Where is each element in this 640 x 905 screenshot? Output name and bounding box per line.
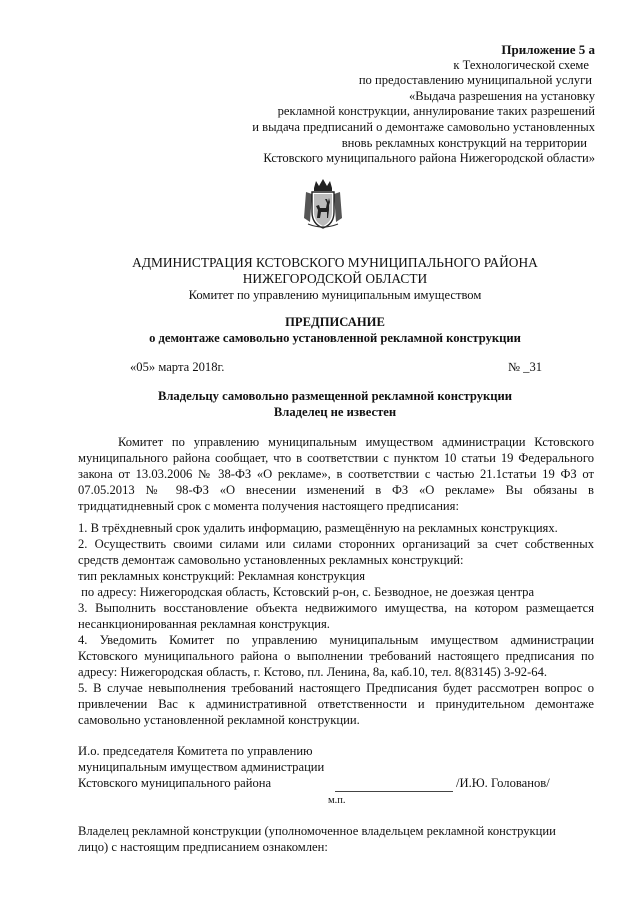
intro-line: закона от 13.03.2006 № 38-ФЗ «О рекламе», в соответствии с частью 21.1статьи 19 ФЗ от <box>78 467 594 481</box>
document-date: «05» марта 2018г. <box>130 360 225 374</box>
list-item: несанкционированная рекламная конструкция. <box>78 617 330 631</box>
list-item: Кстовского муниципального района о выполнении требований настоящего предписания по <box>78 649 594 663</box>
list-item: средств демонтаж самовольно установленных рекламных конструкций: <box>78 553 464 567</box>
list-item: 5. В случае невыполнения требований настоящего Предписания будет рассмотрен вопрос о <box>78 681 594 695</box>
appendix-line: Кстовского муниципального района Нижегородской области» <box>263 151 595 166</box>
appendix-title: Приложение 5 а <box>501 42 595 57</box>
authority-name: АДМИНИСТРАЦИЯ КСТОВСКОГО МУНИЦИПАЛЬНОГО РАЙОНА <box>132 255 538 270</box>
list-item: адресу: Нижегородская область, г. Кстово, пл. Ленина, 8а, каб.10, тел. 8(83145) 3-92-64. <box>78 665 548 679</box>
appendix-line: «Выдача разрешения на установку <box>408 88 595 103</box>
signatory-position: Кстовского муниципального района <box>78 776 272 790</box>
committee-name: Комитет по управлению муниципальным имуществом <box>188 288 482 302</box>
list-item: 2. Осуществить своими силами или силами сторонних организаций за счет собственных <box>78 537 594 551</box>
appendix-header <box>175 42 595 167</box>
list-item: 3. Выполнить восстановление объекта недвижимого имущества, на котором размещается <box>78 601 594 615</box>
signatory-name: /И.Ю. Голованов/ <box>456 776 550 790</box>
stamp-place: м.п. <box>328 795 346 806</box>
document-title: ПРЕДПИСАНИЕ <box>285 315 385 329</box>
intro-line: муниципального района сообщает, что в соответствии с пунктом 10 статьи 19 Федерального <box>78 451 594 465</box>
intro-line: Комитет по управлению муниципальным имуществом администрации Кстовского <box>118 435 594 449</box>
list-item: тип рекламных конструкций: Рекламная конструкция <box>78 569 366 583</box>
list-item: 1. В трёхдневный срок удалить информацию, размещённую на рекламных конструкциях. <box>78 521 558 535</box>
authority-region: НИЖЕГОРОДСКОЙ ОБЛАСТИ <box>242 271 428 286</box>
signatory-position: И.о. председателя Комитета по управлению <box>78 744 313 758</box>
document-number: № _31 <box>508 360 543 374</box>
signature-line <box>335 790 453 792</box>
list-item: 4. Уведомить Комитет по управлению муниципальным имуществом администрации <box>78 633 594 647</box>
coat-of-arms-icon <box>302 178 344 230</box>
list-item: привлечении Вас к административной ответственности и принудительном демонтаже <box>78 697 594 711</box>
appendix-line: рекламной конструкции, аннулирование таких разрешений <box>277 104 595 119</box>
intro-line: 07.05.2013 № 98-ФЗ «О внесении изменений в ФЗ «О рекламе» Вы обязаны в <box>78 483 594 497</box>
instructions-list <box>78 520 594 728</box>
appendix-line: по предоставлению муниципальной услуги <box>358 73 592 88</box>
list-item: по адресу: Нижегородская область, Кстовский р-он, с. Безводное, не доезжая центра <box>78 585 535 599</box>
addressee-owner: Владелец не известен <box>273 405 397 419</box>
signatory-position: муниципальным имуществом администрации <box>78 760 325 774</box>
addressee-line: Владельцу самовольно размещенной рекламной конструкции <box>157 389 513 403</box>
acknowledgement-line: Владелец рекламной конструкции (уполномоченное владельцем рекламной конструкции <box>78 824 556 838</box>
intro-paragraph <box>78 434 594 514</box>
appendix-line: к Технологической схеме <box>453 57 589 72</box>
appendix-line: вновь рекламных конструкций на территории <box>341 135 587 150</box>
acknowledgement-line: лицо) с настоящим предписанием ознакомлен: <box>78 840 328 854</box>
list-item: самовольно установленной рекламной конструкции. <box>78 713 360 727</box>
intro-line: тридцатидневный срок с момента получения настоящего предписания: <box>78 499 459 513</box>
document-subtitle: о демонтаже самовольно установленной рекламной конструкции <box>149 331 521 345</box>
appendix-line: и выдача предписаний о демонтаже самовольно установленных <box>252 119 595 134</box>
